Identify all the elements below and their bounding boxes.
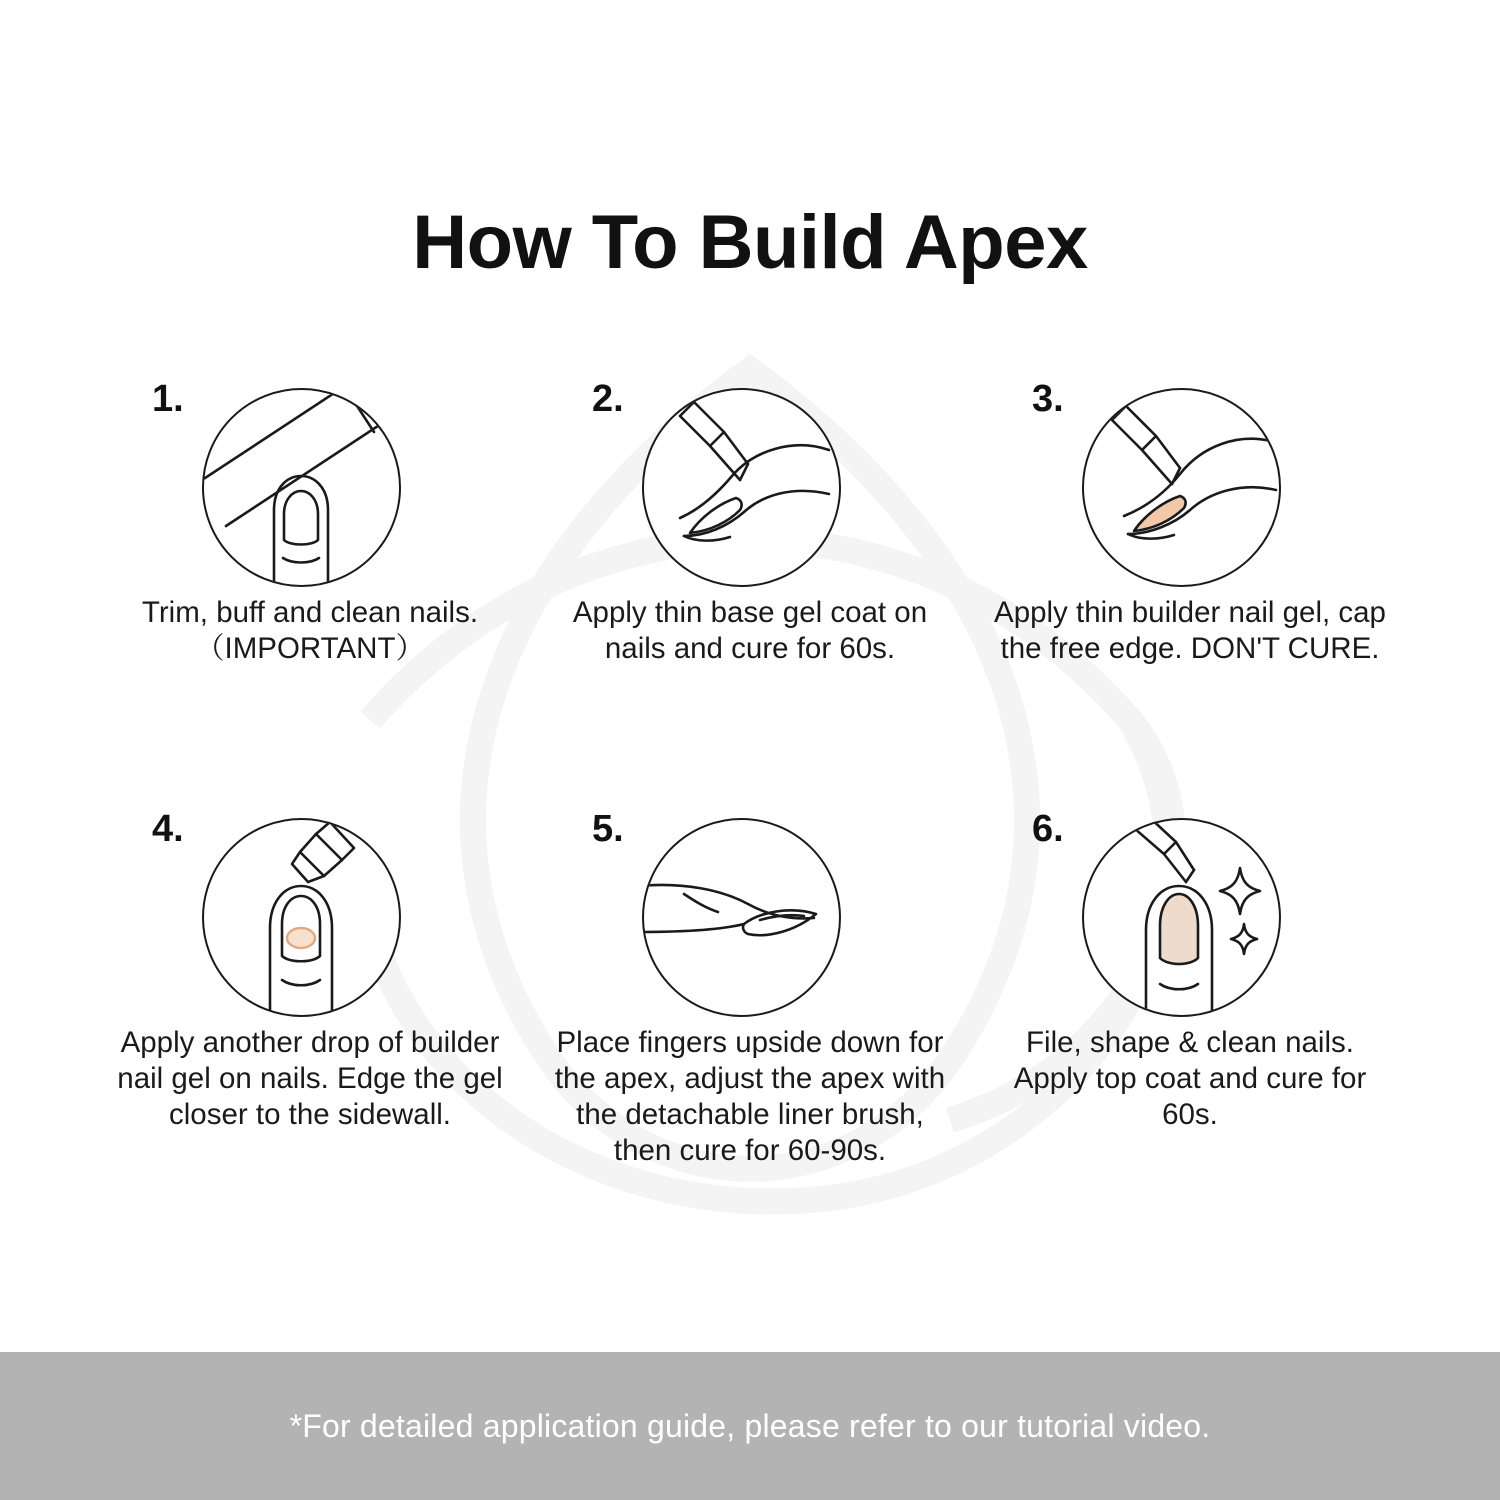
step-5-caption: Place fingers upside down for the apex, adjust the apex with the detachable liner brush, then cure for 60-90s. xyxy=(554,1026,946,1167)
step-6-illustration-head xyxy=(1032,800,1340,1015)
step-3 xyxy=(970,370,1410,800)
step-1-caption: Trim, buff and clean nails.（IMPORTANT） xyxy=(141,596,479,665)
step-6-number: 6. xyxy=(1032,808,1064,850)
step-1 xyxy=(90,370,530,800)
step-3-illustration-head xyxy=(1032,370,1340,585)
step-6-caption: File, shape & clean nails. Apply top coat and cure for 60s. xyxy=(1013,1026,1367,1131)
nail-file-on-finger-icon xyxy=(202,388,401,587)
step-1-illustration-head xyxy=(152,370,460,585)
step-2-illustration-head xyxy=(592,370,900,585)
step-4 xyxy=(90,800,530,1230)
footer-banner xyxy=(0,1352,1500,1500)
page-title: How To Build Apex xyxy=(412,199,1088,285)
step-3-number: 3. xyxy=(1032,378,1064,420)
step-6 xyxy=(970,800,1410,1230)
finger-upside-down-apex-icon xyxy=(642,818,841,1017)
step-4-caption: Apply another drop of builder nail gel on nails. Edge the gel closer to the sidewall. xyxy=(117,1026,503,1131)
step-2-caption: Apply thin base gel coat on nails and cure for 60s. xyxy=(572,596,928,665)
step-4-illustration-head xyxy=(152,800,460,1015)
step-3-caption: Apply thin builder nail gel, cap the free edge. DON'T CURE. xyxy=(994,596,1386,665)
brush-applying-base-gel-icon xyxy=(642,388,841,587)
steps-grid xyxy=(90,370,1410,1230)
gel-drop-on-nail-icon xyxy=(202,818,401,1017)
step-5-illustration-head xyxy=(592,800,900,1015)
step-2-number: 2. xyxy=(592,378,624,420)
footer-note: *For detailed application guide, please refer to our tutorial video. xyxy=(289,1407,1211,1444)
step-5 xyxy=(530,800,970,1230)
step-2 xyxy=(530,370,970,800)
step-1-number: 1. xyxy=(152,378,184,420)
file-shape-sparkle-icon xyxy=(1082,818,1281,1017)
step-5-number: 5. xyxy=(592,808,624,850)
brush-applying-builder-gel-icon xyxy=(1082,388,1281,587)
step-4-number: 4. xyxy=(152,808,184,850)
